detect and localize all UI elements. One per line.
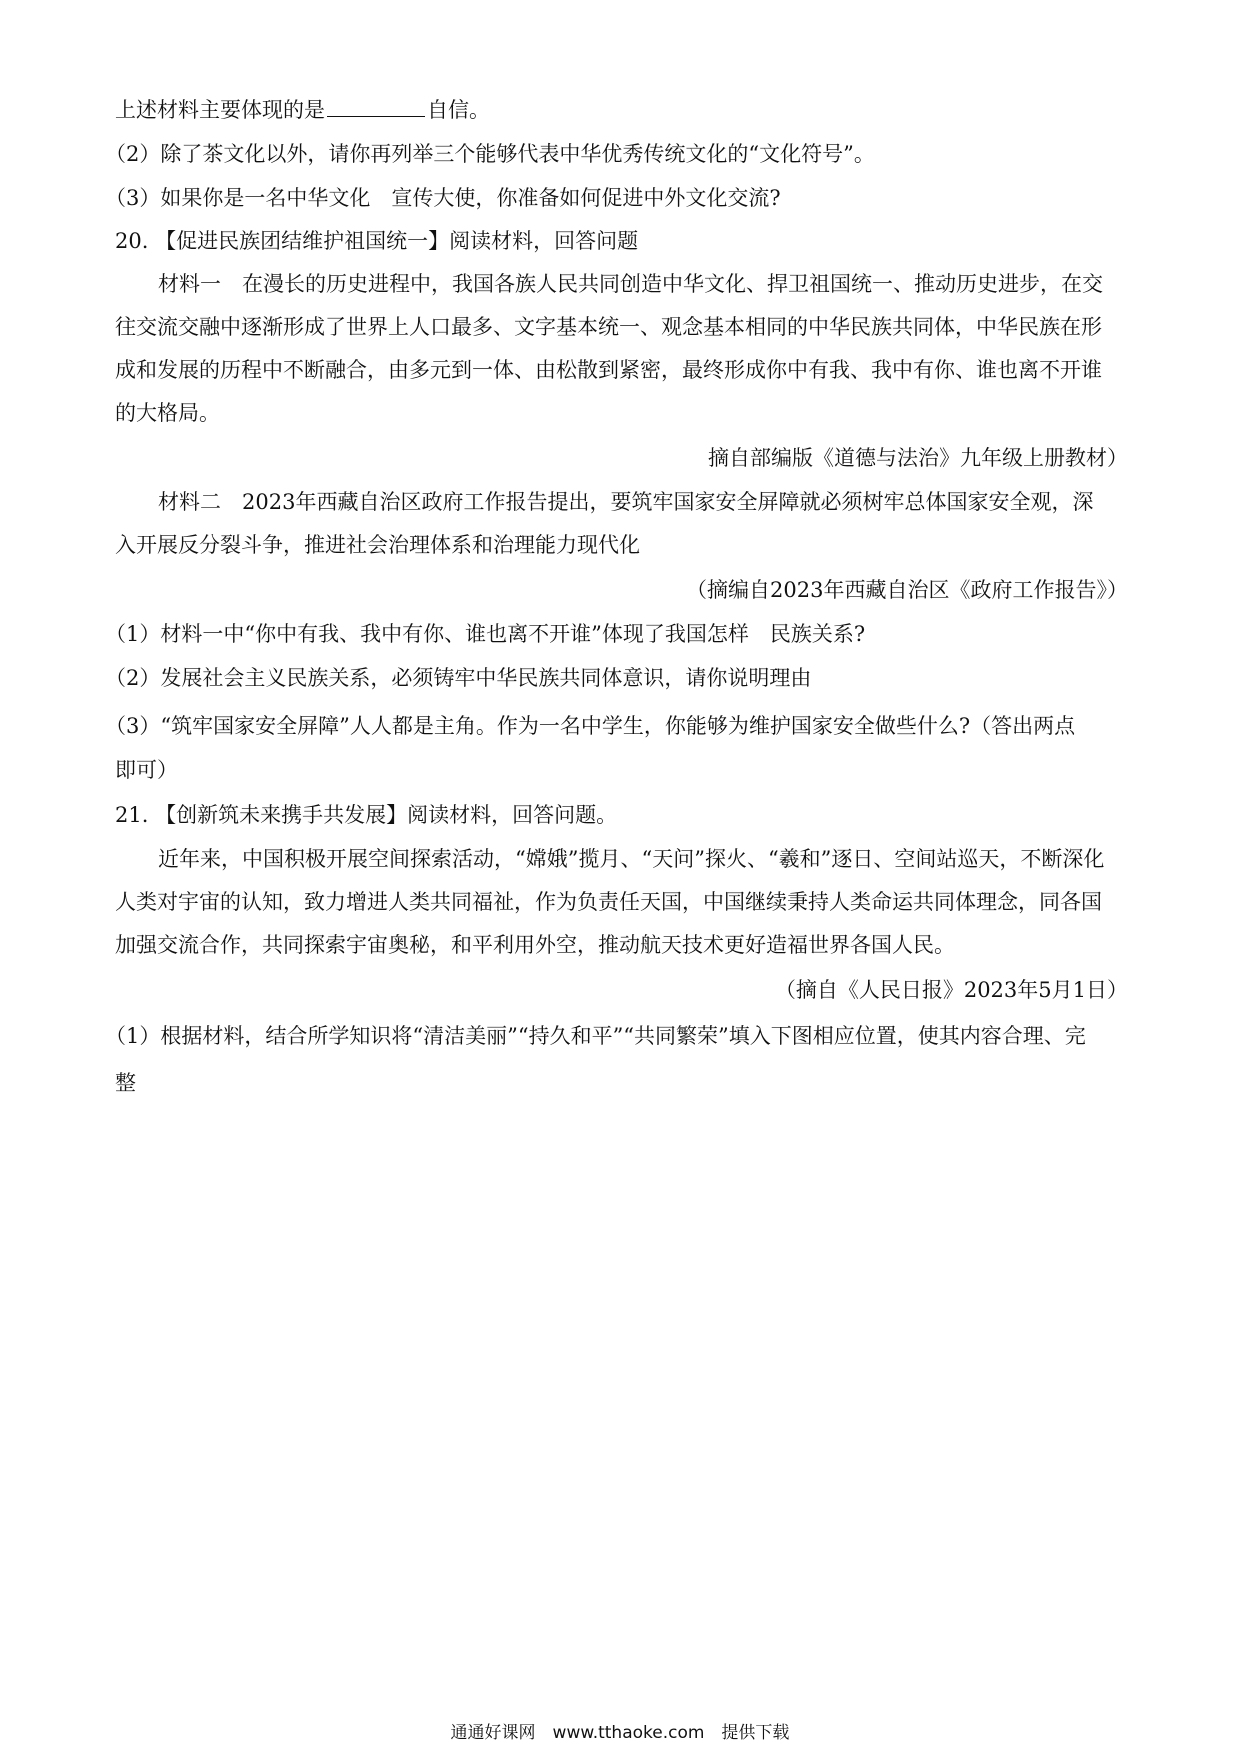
page-footer: 通通好课网 www.tthaoke.com 提供下载: [450, 1723, 790, 1743]
q21-material-source: （摘自《人民日报》2023年5月1日）: [774, 978, 1128, 1002]
q20-sub2: （2）发展社会主义民族关系，必须铸牢中华民族共同体意识，请你说明理由: [105, 666, 812, 690]
q21-title: 21. 【创新筑未来携手共发展】阅读材料，回答问题。: [115, 803, 618, 827]
q21-material-line: 人类对宇宙的认知，致力增进人类共同福祉，作为负责任天国，中国继续秉持人类命运共同体理念，同各国: [115, 890, 1102, 914]
q19-sub3: （3）如果你是一名中华文化 宣传大使，你准备如何促进中外文化交流?: [105, 186, 781, 210]
q20-material1-line: 材料一 在漫长的历史进程中，我国各族人民共同创造中华文化、捍卫祖国统一、推动历史进步，在交: [158, 272, 1103, 296]
q20-material1-source: 摘自部编版《道德与法治》九年级上册教材）: [708, 446, 1128, 470]
q19-summary-line: [115, 98, 490, 122]
q19-sub2: （2）除了茶文化以外，请你再列举三个能够代表中华优秀传统文化的“文化符号”。: [105, 142, 875, 166]
q20-sub3-line: 即可）: [115, 758, 178, 782]
q21-material-line: 加强交流合作，共同探索宇宙奥秘，和平利用外空，推动航天技术更好造福世界各国人民。: [115, 933, 955, 957]
q21-material-line: 近年来，中国积极开展空间探索活动，“嫦娥”揽月、“天问”探火、“羲和”逐日、空间站巡天，不断深化: [158, 847, 1105, 871]
q20-material2-source: （摘编自2023年西藏自治区《政府工作报告》）: [686, 578, 1128, 602]
q20-material1-line: 的大格局。: [115, 401, 220, 425]
q20-material2-line: 入开展反分裂斗争，推进社会治理体系和治理能力现代化: [115, 533, 640, 557]
q19-summary-prefix: 上述材料主要体现的是: [115, 98, 325, 122]
q21-sub1-line: （1）根据材料，结合所学知识将“清洁美丽”“持久和平”“共同繁荣”填入下图相应位置，使其内容合理、完: [105, 1024, 1086, 1048]
q20-sub1: （1）材料一中“你中有我、我中有你、谁也离不开谁”体现了我国怎样 民族关系?: [105, 622, 866, 646]
q19-summary-suffix: 自信。: [427, 98, 490, 122]
q21-sub1-line: 整: [115, 1071, 136, 1095]
answer-blank[interactable]: [327, 98, 425, 117]
q20-material2-line: 材料二 2023年西藏自治区政府工作报告提出，要筑牢国家安全屏障就必须树牢总体国家安全观，深: [158, 490, 1094, 514]
q20-title: 20. 【促进民族团结维护祖国统一】阅读材料，回答问题: [115, 229, 639, 253]
q20-material1-line: 成和发展的历程中不断融合，由多元到一体、由松散到紧密，最终形成你中有我、我中有你、谁也离不开谁: [115, 358, 1102, 382]
q20-sub3-line: （3）“筑牢国家安全屏障”人人都是主角。作为一名中学生，你能够为维护国家安全做些什么?（答出两点: [105, 714, 1076, 738]
q20-material1-line: 往交流交融中逐渐形成了世界上人口最多、文字基本统一、观念基本相同的中华民族共同体，中华民族在形: [115, 315, 1102, 339]
